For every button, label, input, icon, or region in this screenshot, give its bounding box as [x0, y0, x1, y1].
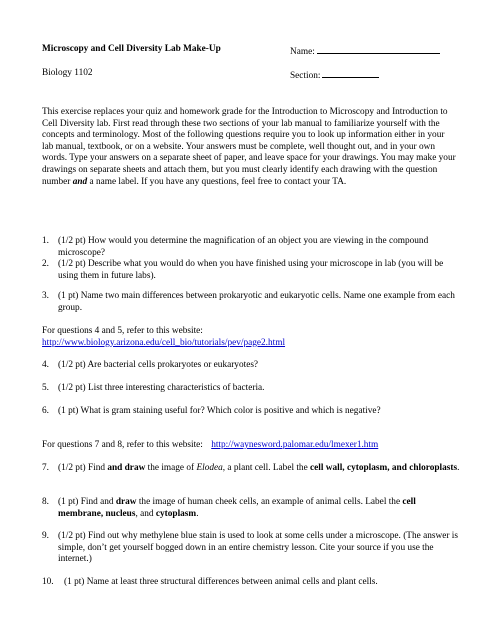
intro-text-before: This exercise replaces your quiz and homework grade for the Introduction to Microscopy and Introduction to Cell Diversity lab. First read through these two sections of your lab manual to familiarize yourself with the concepts and terminology. Most of the following questions require you to look up information either in your lab manual, textbook, or on a website. Your answers must be complete, well thought out, and in your own words. Type your answers on a separate sheet of paper, and leave space for your drawings. You may make your drawings on separate sheets and attach them, but you must clearly identify each drawing with the question number	[42, 107, 456, 187]
question-5	[42, 383, 462, 395]
section-field[interactable]	[290, 68, 379, 83]
question-10	[42, 577, 462, 589]
question-number: 1.	[42, 236, 49, 246]
q7-part: , a plant cell. Label the	[222, 463, 311, 473]
q7-part: the image of	[145, 463, 197, 473]
question-text: (1/2 pt) Describe what you would do when you have finished using your microscope in lab (you will be using them in future labs).	[58, 259, 444, 281]
q7-part: (1/2 pt) Find	[58, 463, 108, 473]
question-4	[42, 360, 462, 372]
document-title: Microscopy and Cell Diversity Lab Make-Up	[42, 44, 221, 54]
question-7	[42, 463, 462, 475]
reference-text: For questions 4 and 5, refer to this website:	[42, 326, 203, 336]
reference-7-8	[42, 440, 378, 452]
q8-bold: cell membrane, nucleus	[58, 497, 416, 519]
section-blank-line[interactable]	[322, 68, 379, 78]
question-number: 6.	[42, 406, 49, 416]
q7-bold: and draw	[107, 463, 146, 473]
question-2	[42, 259, 462, 282]
course-label: Biology 1102	[42, 68, 93, 78]
name-label: Name:	[290, 47, 315, 57]
intro-paragraph	[42, 107, 458, 188]
question-text: (1 pt) What is gram staining useful for? Which color is positive and which is negative?	[58, 406, 381, 416]
reference-4-5	[42, 326, 285, 349]
intro-text-after: a name label. If you have any questions, feel free to contact your TA.	[87, 176, 347, 187]
question-text: (1/2 pt) List three interesting characteristics of bacteria.	[58, 383, 265, 393]
question-text: (1/2 pt) How would you determine the magnification of an object you are viewing in the compound microscope?	[58, 236, 429, 258]
q7-part: .	[457, 463, 460, 473]
reference-link-waynesword[interactable]: http://waynesword.palomar.edu/lmexer1.htm	[211, 440, 379, 450]
question-9	[42, 531, 462, 566]
question-text	[58, 497, 462, 520]
question-number: 3.	[42, 291, 49, 301]
question-text: (1/2 pt) Find out why methylene blue stain is used to look at some cells under a microscope. (The answer is simple, don’t get yourself bogged down in an entire chemistry lesson. Cite your source if you use the internet.)	[58, 531, 458, 565]
q8-part: , and	[135, 508, 156, 519]
question-text	[58, 463, 462, 475]
q7-bold: and chloroplasts	[391, 463, 458, 473]
question-number: 5.	[42, 383, 49, 393]
question-8	[42, 497, 462, 520]
q7-italic: Elodea	[196, 463, 223, 473]
question-1	[42, 236, 462, 259]
question-number: 9.	[42, 531, 49, 541]
name-field[interactable]	[290, 44, 440, 59]
name-blank-line[interactable]	[317, 44, 440, 54]
question-number: 2.	[42, 259, 49, 269]
section-label: Section:	[290, 71, 321, 81]
q8-part: (1 pt) Find and	[58, 497, 116, 507]
q8-part: .	[196, 508, 199, 519]
reference-link-arizona[interactable]: http://www.biology.arizona.edu/cell_bio/tutorials/pev/page2.html	[42, 337, 286, 348]
q7-bold: cell wall, cytoplasm,	[310, 463, 390, 473]
question-number: 7.	[42, 463, 49, 473]
question-number: 4.	[42, 360, 49, 370]
reference-text: For questions 7 and 8, refer to this website:	[42, 440, 203, 450]
question-number: 8.	[42, 497, 49, 507]
q8-bold: cytoplasm	[155, 508, 197, 519]
question-text: (1 pt) Name two main differences between prokaryotic and eukaryotic cells. Name one example from each group.	[58, 291, 455, 313]
question-text: (1/2 pt) Are bacterial cells prokaryotes or eukaryotes?	[58, 360, 259, 370]
q8-part: the image of human cheek cells, an example of animal cells. Label the	[136, 497, 403, 507]
question-number: 10.	[42, 577, 54, 587]
q8-bold: draw	[115, 497, 137, 507]
intro-emphasis: and	[72, 176, 88, 187]
question-3	[42, 291, 462, 314]
question-6	[42, 406, 462, 418]
question-text: (1 pt) Name at least three structural differences between animal cells and plant cells.	[64, 577, 378, 587]
